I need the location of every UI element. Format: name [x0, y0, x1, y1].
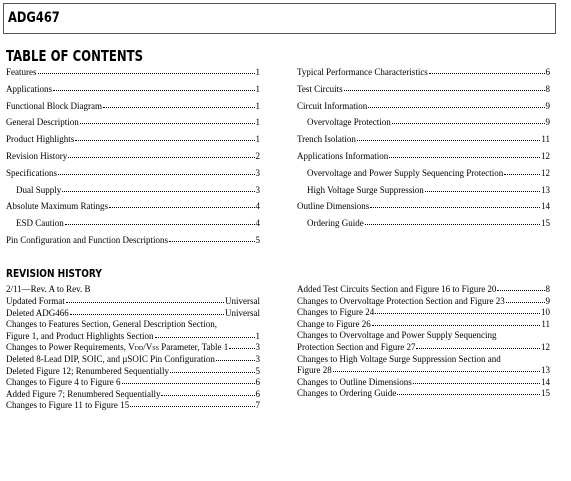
entry-page: 13 [541, 365, 550, 376]
text-line: Changes to High Voltage Surge Suppression Section and [297, 353, 501, 364]
entry-page: 7 [255, 400, 260, 411]
toc-entry [6, 134, 260, 145]
entry-page: 9 [545, 100, 550, 111]
entry-label: ESD Caution [16, 218, 64, 229]
entry-page: 8 [545, 83, 550, 94]
entry-label: Deleted Figure 12; Renumbered Sequentially [6, 365, 169, 376]
entry-label: Dual Supply [16, 184, 62, 195]
entry-page: 2 [255, 151, 260, 161]
leader-dots [497, 290, 544, 291]
toc-entry [6, 308, 260, 319]
leader-dots [333, 371, 540, 372]
entry-label: Deleted ADG466 [6, 307, 69, 318]
leader-dots [155, 337, 255, 338]
entry-label: Typical Performance Characteristics [297, 67, 428, 77]
entry-page: 15 [541, 388, 550, 399]
entry-label: Revision History [6, 151, 68, 161]
leader-dots [344, 90, 545, 91]
leader-dots [375, 313, 540, 314]
label-part: Parameter, Table 1 [158, 342, 229, 353]
leader-dots [75, 140, 254, 141]
entry-page: 14 [541, 201, 550, 212]
entry-page: 12 [541, 167, 550, 178]
leader-dots [130, 406, 254, 407]
entry-label: Figure 1, and Product Highlights Section [6, 330, 154, 341]
leader-dots [429, 73, 545, 74]
leader-dots [80, 123, 255, 124]
entry-label: Overvoltage and Power Supply Sequencing Protection [307, 167, 504, 178]
entry-label: Overvoltage Protection [307, 117, 391, 128]
leader-dots [504, 174, 540, 175]
entry-page: 5 [255, 365, 260, 376]
entry-page: 3 [255, 167, 260, 178]
entry-page: 1 [255, 83, 260, 94]
entry-label: Changes to Overvoltage Protection Section and Figure 23 [297, 295, 505, 306]
entry-label: Test Circuits [297, 83, 343, 94]
toc-entry [6, 168, 260, 179]
toc-entry [6, 377, 260, 388]
toc-entry [297, 67, 550, 78]
entry-page: 1 [255, 117, 260, 128]
entry-page: 9 [545, 295, 550, 306]
entry-page: 4 [255, 218, 260, 229]
text-line: Changes to Overvoltage and Power Supply Sequencing [297, 330, 497, 341]
toc-entry [16, 218, 260, 229]
entry-label: Deleted 8-Lead DIP, SOIC, and µSOIC Pin Configuration [6, 354, 215, 364]
leader-dots [229, 348, 254, 349]
toc-entry [297, 377, 550, 388]
leader-dots [122, 383, 255, 384]
toc-entry [6, 366, 260, 377]
leader-dots [368, 107, 544, 108]
entry-page: 9 [545, 117, 550, 128]
leader-dots [506, 302, 545, 303]
toc-entry [6, 389, 260, 400]
entry-label: General Description [6, 117, 79, 128]
entry-page: 10 [541, 307, 550, 318]
toc-entry [297, 319, 550, 330]
leader-dots [103, 107, 255, 108]
toc-entry [6, 235, 260, 246]
entry-page: 11 [541, 134, 550, 145]
entry-label: Change to Figure 26 [297, 318, 371, 329]
toc-entry [6, 201, 260, 212]
toc-entry [307, 168, 550, 179]
entry-label: Applications [6, 83, 52, 94]
toc-entry [6, 84, 260, 95]
leader-dots [66, 302, 224, 303]
leader-dots [365, 224, 540, 225]
label-part: /V [143, 342, 153, 353]
entry-page: 6 [255, 377, 260, 388]
entry-label: Changes to Figure 11 to Figure 15 [6, 400, 130, 411]
entry-label: Functional Block Diagram [6, 100, 102, 111]
entry-page: 13 [541, 184, 550, 195]
leader-dots [161, 395, 254, 396]
entry-page: 11 [541, 318, 550, 329]
leader-dots [38, 73, 255, 74]
entry-label: Outline Dimensions [297, 201, 370, 212]
subscript: DD [134, 346, 144, 353]
toc-entry [307, 185, 550, 196]
leader-dots [357, 140, 540, 141]
toc-entry [6, 331, 260, 342]
entry-label: High Voltage Surge Suppression [307, 184, 424, 195]
leader-dots [425, 191, 540, 192]
entry-label: Applications Information [297, 151, 389, 161]
entry-page: 1 [255, 330, 260, 341]
entry-page: 1 [255, 100, 260, 111]
entry-page: 14 [541, 376, 550, 387]
leader-dots [109, 207, 255, 208]
toc-entry [297, 342, 550, 353]
entry-page: 4 [255, 201, 260, 212]
toc-entry [6, 354, 260, 365]
entry-page: 3 [255, 354, 260, 364]
entry-page: 3 [255, 342, 260, 353]
leader-dots [65, 224, 255, 225]
entry-label: Absolute Maximum Ratings [6, 201, 108, 212]
entry-label: Changes to Outline Dimensions [297, 376, 412, 387]
entry-page: Universal [225, 296, 260, 306]
toc-entry [297, 84, 550, 95]
part-number: ADG467 [8, 10, 60, 26]
leader-dots [68, 157, 254, 158]
toc-entry [297, 388, 550, 399]
toc-entry [6, 67, 260, 78]
toc-entry [307, 117, 550, 128]
toc-entry [297, 296, 550, 307]
revision-line: 2/11—Rev. A to Rev. B [6, 284, 91, 294]
text-line: Changes to Features Section, General Description Section, [6, 319, 217, 330]
entry-label: Features [6, 67, 37, 77]
toc-title: TABLE OF CONTENTS [6, 47, 144, 65]
entry-page: 1 [255, 67, 260, 77]
toc-entry [6, 101, 260, 112]
entry-page: 3 [255, 184, 260, 195]
entry-page: 8 [545, 284, 550, 294]
toc-entry [297, 365, 550, 376]
toc-entry [6, 400, 260, 411]
header-bar [3, 3, 556, 34]
leader-dots [70, 314, 224, 315]
leader-dots [392, 123, 545, 124]
entry-label: Product Highlights [6, 134, 75, 145]
toc-entry [297, 134, 550, 145]
toc-entry [297, 307, 550, 318]
toc-entry [307, 218, 550, 229]
entry-label: Specifications [6, 167, 57, 178]
leader-dots [389, 157, 540, 158]
entry-label: Circuit Information [297, 100, 368, 111]
entry-page: 6 [545, 67, 550, 77]
toc-entry [16, 185, 260, 196]
toc-entry [297, 151, 550, 162]
entry-page: 6 [255, 388, 260, 399]
entry-page: 15 [541, 218, 550, 229]
leader-dots [216, 360, 255, 361]
entry-page: 12 [541, 151, 550, 161]
toc-entry [6, 151, 260, 162]
label-part: Changes to Power Requirements, V [6, 342, 135, 353]
toc-entry [6, 342, 260, 353]
entry-label: Trench Isolation [297, 134, 356, 145]
subscript: SS [152, 346, 159, 353]
leader-dots [53, 90, 255, 91]
leader-dots [62, 191, 254, 192]
leader-dots [370, 207, 540, 208]
leader-dots [372, 325, 541, 326]
entry-label: Updated Format [6, 296, 65, 306]
toc-entry [6, 117, 260, 128]
entry-page: 5 [255, 235, 260, 245]
leader-dots [413, 383, 540, 384]
entry-label: Figure 28 [297, 365, 332, 376]
toc-entry [297, 284, 550, 295]
entry-label: Changes to Ordering Guide [297, 388, 397, 399]
leader-dots [169, 241, 255, 242]
leader-dots [170, 372, 255, 373]
entry-label: Protection Section and Figure 27 [297, 342, 416, 352]
entry-label: Changes to Figure 4 to Figure 6 [6, 377, 121, 388]
entry-label: Added Figure 7; Renumbered Sequentially [6, 388, 161, 399]
entry-page: 1 [255, 134, 260, 145]
revision-history-title: REVISION HISTORY [6, 267, 102, 280]
leader-dots [416, 348, 540, 349]
entry-label: Changes to Figure 24 [297, 307, 375, 318]
entry-page: Universal [225, 307, 260, 318]
toc-entry [6, 296, 260, 307]
leader-dots [58, 174, 255, 175]
toc-entry [297, 101, 550, 112]
entry-label: Ordering Guide [307, 218, 364, 229]
entry-label: Pin Configuration and Function Descriptions [6, 235, 168, 245]
entry-label: Added Test Circuits Section and Figure 16 to Figure 20 [297, 284, 497, 294]
entry-page: 12 [541, 342, 550, 352]
leader-dots [397, 394, 540, 395]
toc-entry [297, 201, 550, 212]
